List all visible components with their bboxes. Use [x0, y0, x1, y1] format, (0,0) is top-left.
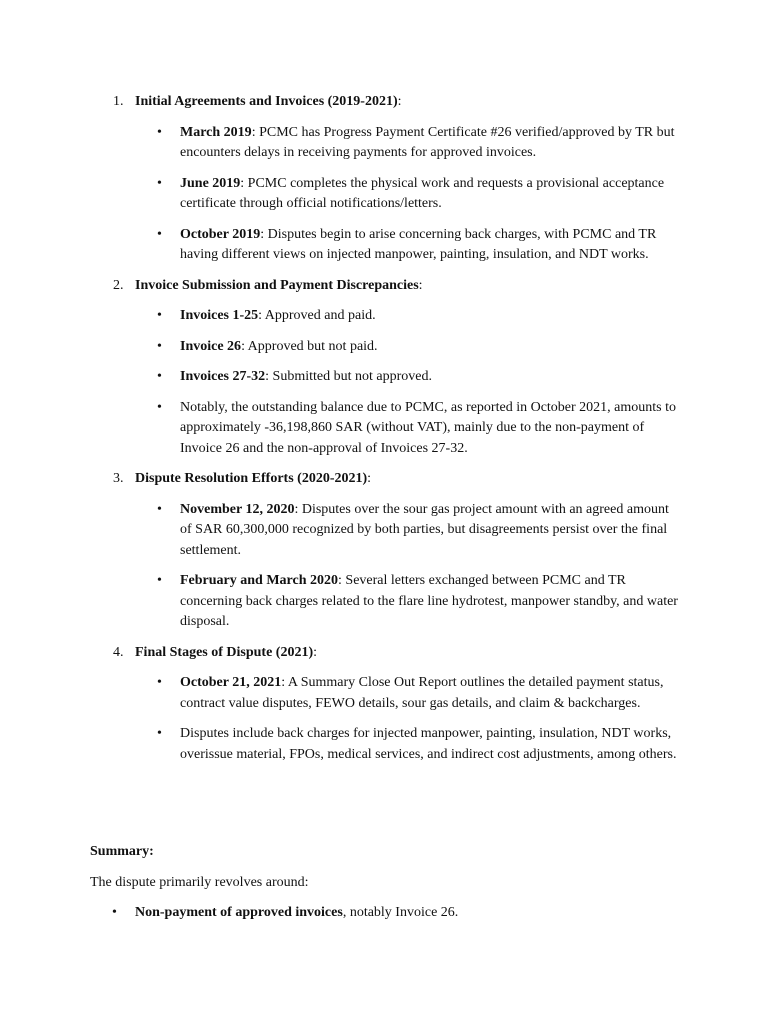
list-item: [90, 337, 680, 358]
bullet-icon: •: [157, 226, 162, 242]
sub-list: [90, 673, 690, 765]
section-title: Initial Agreements and Invoices (2019-2021):: [135, 94, 402, 109]
bullet-icon: •: [157, 369, 162, 384]
summary-intro: The dispute primarily revolves around:: [90, 874, 309, 890]
list-item: [90, 724, 680, 765]
bullet-icon: •: [157, 399, 162, 415]
item-label: February and March 2020: [180, 573, 339, 588]
item-label: October 21, 2021: [180, 675, 282, 690]
item-text: : Disputes begin to arise concerning back charges, with PCMC and TR having different views on injected manpower, painting, insulation, and NDT works.: [180, 226, 657, 262]
section-item: [90, 276, 690, 460]
section-title-text: Final Stages of Dispute (2021): [135, 644, 314, 660]
item-text: Disputes include back charges for injected manpower, painting, insulation, NDT works, overissue material, FPOs, medical services, and indirect cost adjustments, among others.: [180, 726, 677, 762]
bullet-icon: •: [157, 675, 162, 690]
summary-heading: Summary:: [90, 844, 154, 859]
bullet-icon: •: [157, 501, 162, 517]
bullet-icon: •: [112, 905, 117, 920]
item-text: : Approved but not paid.: [241, 338, 378, 354]
sections-list: [90, 92, 690, 775]
sub-list: [90, 500, 690, 633]
bullet-icon: •: [157, 338, 162, 354]
sub-list: [90, 306, 690, 459]
section-title: Final Stages of Dispute (2021):: [135, 644, 318, 660]
bullet-icon: •: [157, 308, 162, 323]
bullet-icon: •: [157, 726, 162, 741]
item-text: : PCMC has Progress Payment Certificate #26 verified/approved by TR but encounters delays in receiving payments for approved invoices.: [180, 124, 675, 160]
bullet-icon: •: [157, 573, 162, 588]
item-label: Non-payment of approved invoices: [135, 905, 343, 920]
item-label: June 2019: [180, 175, 241, 191]
item-text: : Approved and paid.: [258, 308, 376, 323]
item-label: Invoices 27-32: [180, 369, 266, 384]
bullet-icon: •: [157, 124, 162, 140]
item-text: : Several letters exchanged between PCMC and TR concerning back charges related to the flare line hydrotest, manpower standby, and water disposal.: [180, 573, 678, 629]
section-title-text: Invoice Submission and Payment Discrepancies: [135, 277, 419, 293]
section-title: Dispute Resolution Efforts (2020-2021):: [135, 471, 372, 486]
list-item: [90, 398, 680, 460]
item-text: : Disputes over the sour gas project amount with an agreed amount of SAR 60,300,000 recognized by both parties, but disagreements persist over the final settlement.: [180, 501, 669, 558]
section-item: [90, 643, 690, 766]
section-title-text: Initial Agreements and Invoices (2019-2021): [135, 94, 398, 109]
list-item: [90, 174, 680, 215]
section-number: 4.: [113, 644, 124, 660]
list-item: [90, 306, 680, 327]
section-title: Invoice Submission and Payment Discrepancies:: [135, 277, 423, 293]
list-item: [90, 571, 680, 633]
list-item: [90, 123, 680, 164]
item-label: October 2019: [180, 226, 261, 242]
summary-item: [90, 903, 690, 924]
item-text: Notably, the outstanding balance due to PCMC, as reported in October 2021, amounts to approximately -36,198,860 SAR (without VAT), mainly due to the non-payment of Invoice 26 and the non-approval of Invoices 27-32.: [180, 399, 677, 456]
item-text: : A Summary Close Out Report outlines the detailed payment status, contract value disputes, FEWO details, sour gas details, and claim & backcharges.: [180, 675, 664, 711]
list-item: [90, 673, 680, 714]
item-text: , notably Invoice 26.: [342, 905, 459, 920]
section-item: [90, 469, 690, 633]
item-label: Invoices 1-25: [180, 308, 259, 323]
item-text: : Submitted but not approved.: [265, 369, 432, 384]
section-title-text: Dispute Resolution Efforts (2020-2021): [135, 471, 368, 486]
list-item: [90, 225, 680, 266]
list-item: [90, 500, 680, 562]
section-number: 1.: [113, 94, 124, 109]
list-item: [90, 367, 680, 388]
bullet-icon: •: [157, 175, 162, 191]
section-number: 3.: [113, 471, 124, 486]
section-number: 2.: [113, 277, 124, 293]
item-label: Invoice 26: [180, 338, 242, 354]
sub-list: [90, 123, 690, 266]
summary-block: [90, 842, 690, 924]
item-label: March 2019: [180, 124, 252, 140]
summary-list: [90, 903, 690, 924]
item-text: : PCMC completes the physical work and requests a provisional acceptance certificate through official notifications/letters.: [180, 175, 665, 211]
item-label: November 12, 2020: [180, 501, 295, 517]
section-item: [90, 92, 690, 266]
